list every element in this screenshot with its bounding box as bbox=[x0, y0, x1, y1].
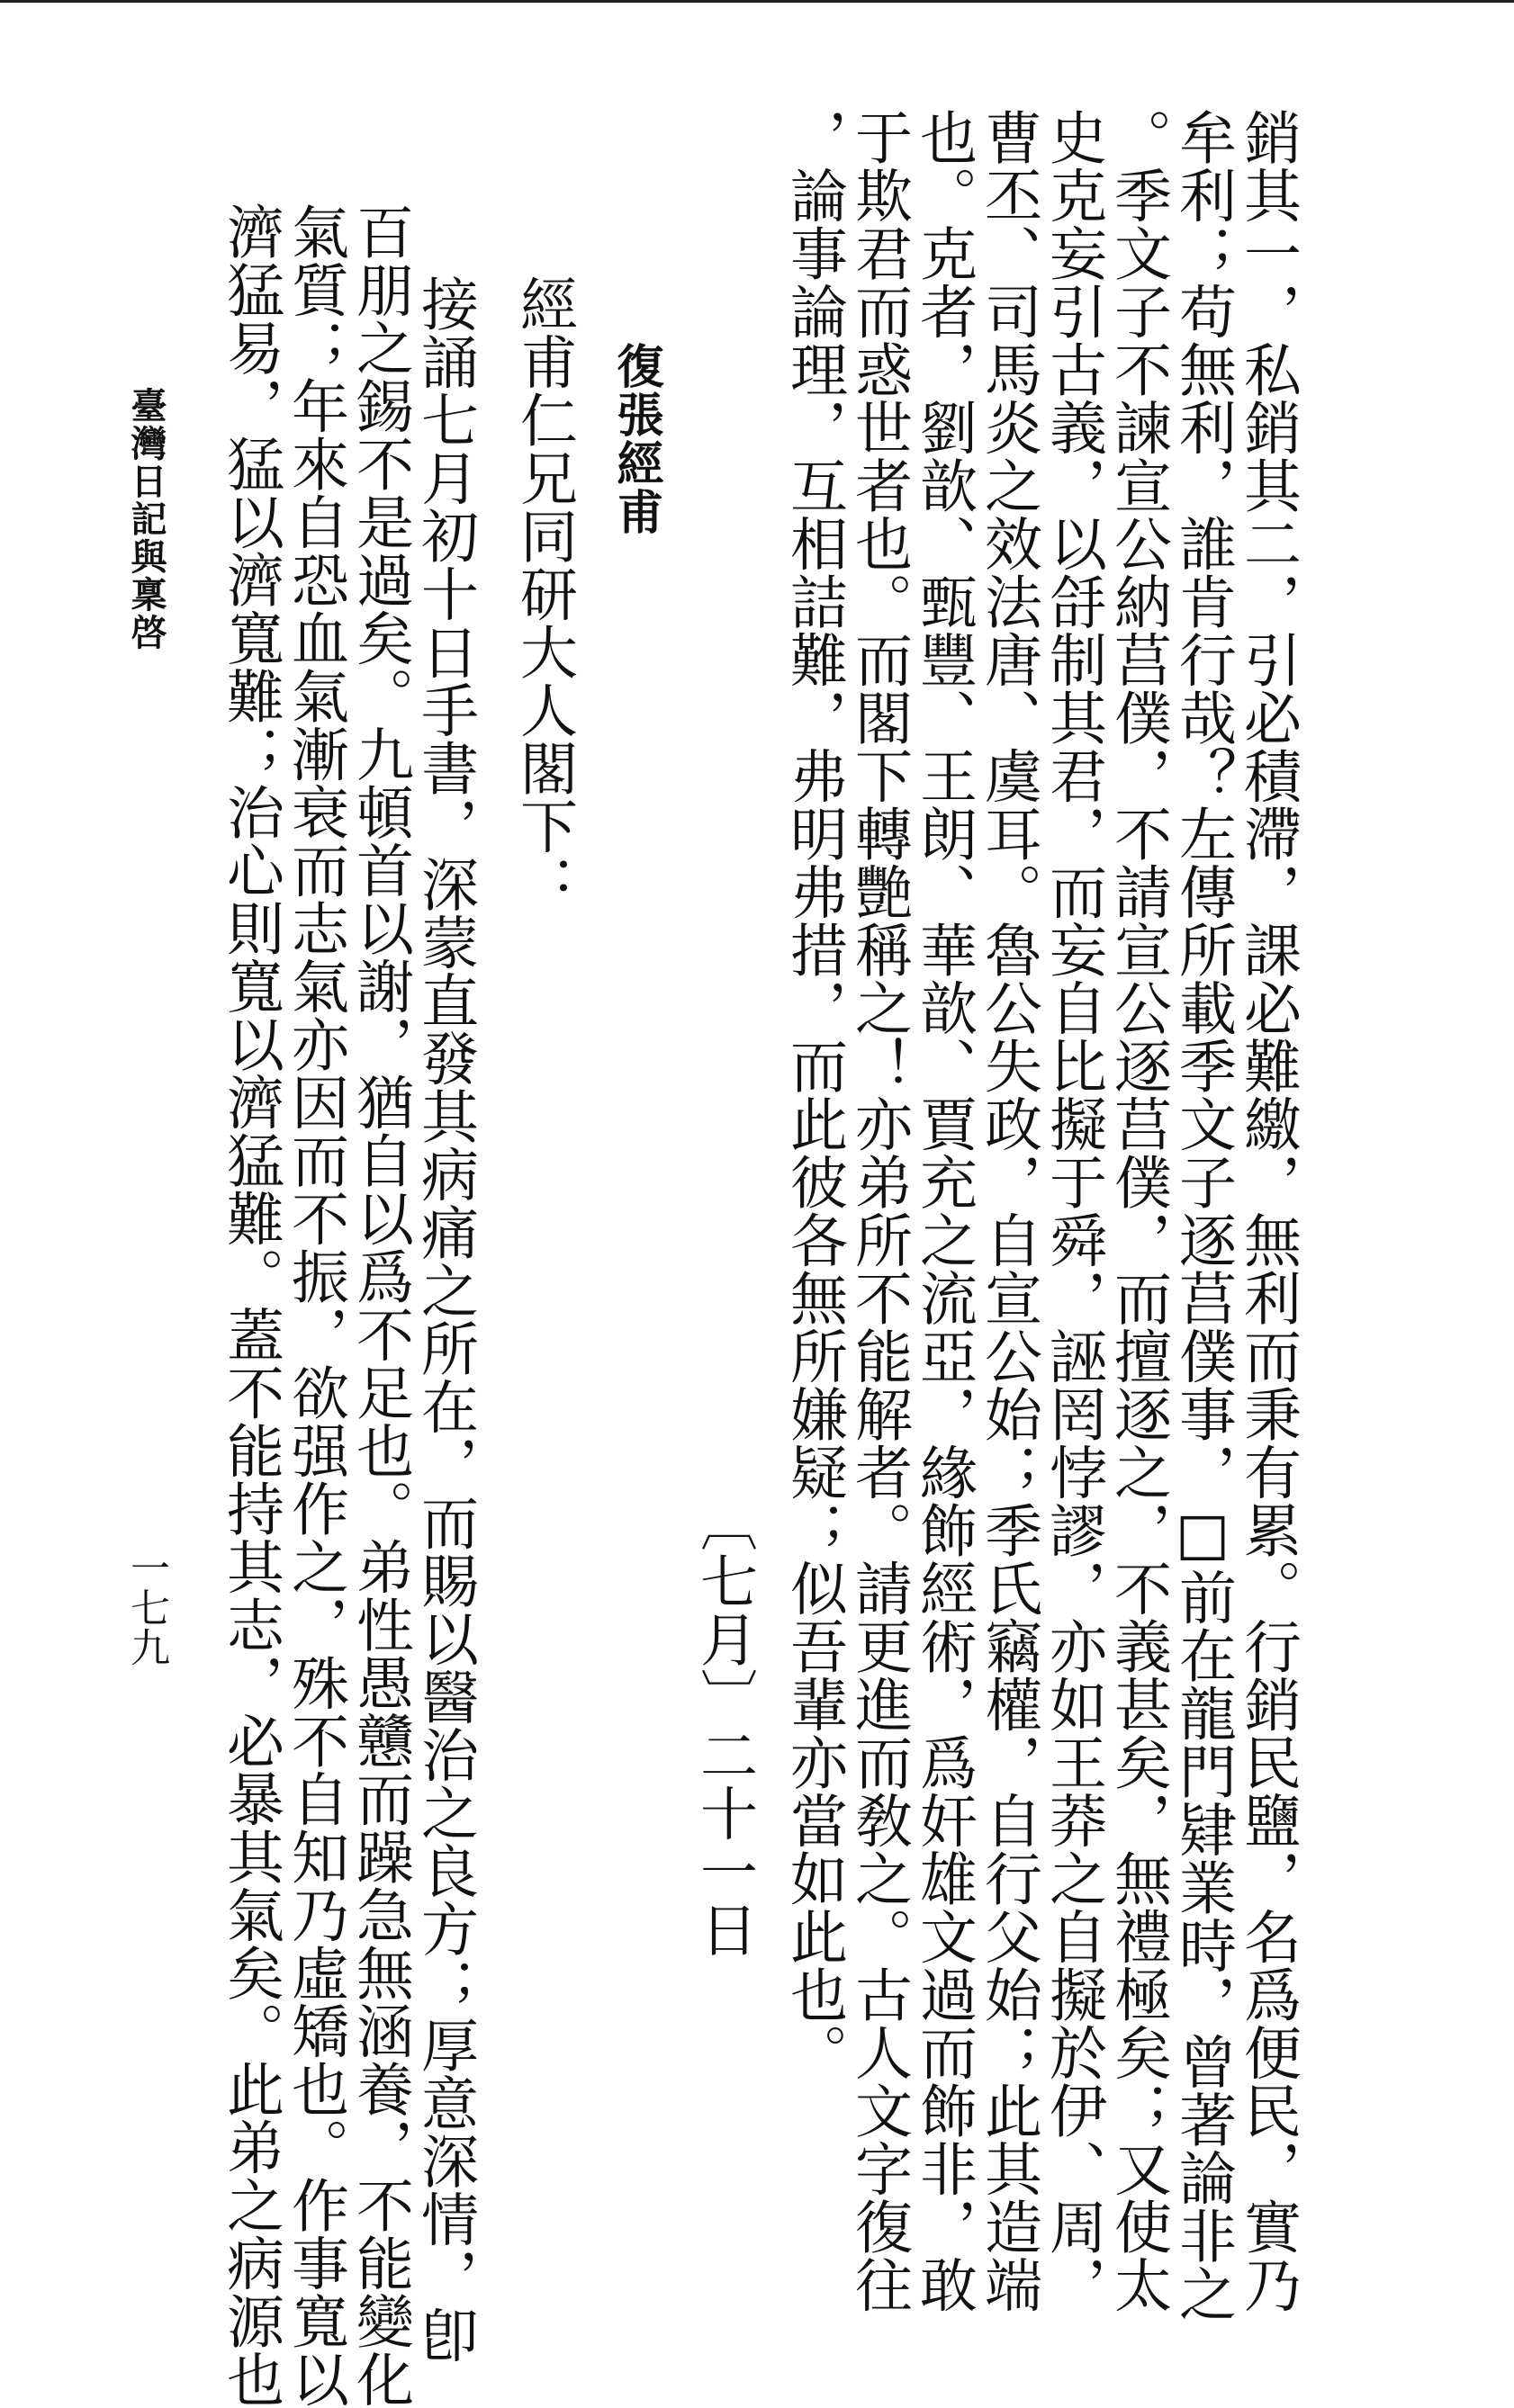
letter-body-line-2: 百朋之錫不是過矣。九頓首以謝，猶自以爲不足也。弟性愚戇而躁急無涵養，不能變化 bbox=[347, 202, 413, 2408]
top-border-line bbox=[0, 0, 1514, 3]
text-line-3: 。季文子不諫宣公納莒僕，不請宣公逐莒僕，而擅逐之，不義甚矣，無禮極矣；又使太 bbox=[1104, 108, 1171, 2314]
text-line-6: 也。克者，劉歆、甄豐、王朗、華歆、賈充之流亞，緣飾經術，爲奸雄文過而飾非，敢 bbox=[910, 108, 977, 2314]
letter-body-line-3: 氣質；年來自恐血氣漸衰而志氣亦因而不振，欲强作之，殊不自知乃虛矯也。作事寬以 bbox=[282, 202, 348, 2408]
text-line-5: 曹丕、司馬炎之效法唐、虞耳。魯公失政，自宣公始；季氏竊權，自行父始；此其造端 bbox=[975, 108, 1041, 2314]
text-line-1: 銷其一，私銷其二，引必積滯，課必難繳，無利而秉有累。行銷民鹽，名爲便民，實乃 bbox=[1234, 108, 1301, 2314]
page-number: 一七九 bbox=[123, 1548, 169, 1667]
text-line-2: 牟利；苟無利，誰肯行哉？左傳所載季文子逐莒僕事，□前在龍門肄業時，曾著論非之 bbox=[1169, 108, 1236, 2323]
letter-body-line-4: 濟猛易，猛以濟寬難；治心則寬以濟猛難。蓋不能持其志，必暴其氣矣。此弟之病源也 bbox=[217, 202, 284, 2408]
letter-heading: 復張經甫 bbox=[608, 342, 663, 536]
letter-date: 〔七月〕二十一日 bbox=[690, 1494, 757, 1958]
text-line-8: ，論事論理，互相詰難，弗明弗措，而此彼各無所嫌疑；似吾輩亦當如此也。 bbox=[780, 108, 847, 2081]
book-title-footer: 臺灣日記與稟啓 bbox=[125, 387, 167, 651]
text-line-4: 史克妄引古義，以㧱制其君，而妄自比擬于舜，誣罔悖謬，亦如王莽之自擬於伊、周， bbox=[1040, 108, 1106, 2314]
letter-body-line-1: 接誦七月初十日手書，深蒙直發其病痛之所在，而賜以醫治之良方；厚意深情，卽 bbox=[411, 274, 478, 2364]
letter-salutation: 經甫仁兄同研大人閣下： bbox=[510, 274, 577, 913]
text-line-7: 于欺君而惑世者也。而閣下轉艷稱之！亦弟所不能解者。請更進而敎之。古人文字復往 bbox=[845, 108, 912, 2314]
